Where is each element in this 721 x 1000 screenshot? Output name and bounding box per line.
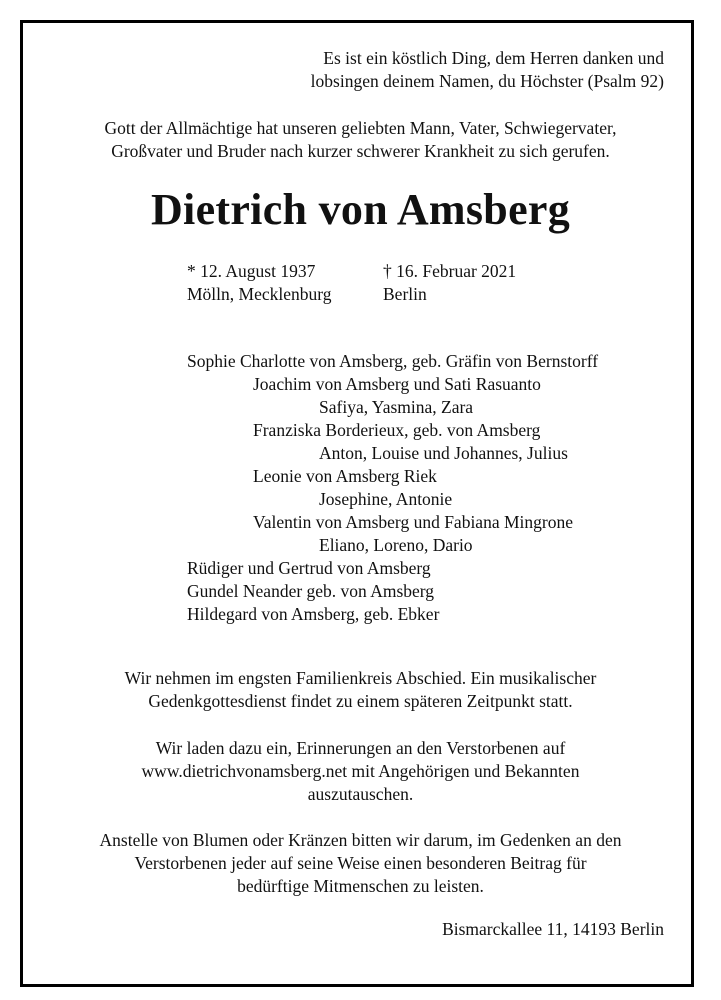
quote-line-2: lobsingen deinem Namen, du Höchster (Psalm 92)	[310, 71, 664, 91]
birth-date: * 12. August 1937	[187, 261, 316, 281]
notice-donation-line-3: bedürftige Mitmenschen zu leisten.	[237, 876, 484, 896]
mourner-entry: Anton, Louise und Johannes, Julius	[319, 443, 568, 463]
mourner-entry: Hildegard von Amsberg, geb. Ebker	[187, 604, 440, 624]
death-place: Berlin	[383, 284, 427, 304]
mourner-entry: Sophie Charlotte von Amsberg, geb. Gräfin von Bernstorff	[187, 351, 599, 371]
quote-line-1: Es ist ein köstlich Ding, dem Herren danken und	[323, 48, 664, 68]
mourner-entry: Valentin von Amsberg und Fabiana Mingrone	[253, 512, 573, 532]
mourner-entry: Gundel Neander geb. von Amsberg	[187, 581, 435, 601]
mourner-entry: Eliano, Loreno, Dario	[319, 535, 473, 555]
deceased-name: Dietrich von Amsberg	[150, 185, 571, 234]
mourner-entry: Safiya, Yasmina, Zara	[319, 397, 474, 417]
mourner-entry: Rüdiger und Gertrud von Amsberg	[187, 558, 431, 578]
mourner-entry: Josephine, Antonie	[319, 489, 453, 509]
notice-farewell-line-2: Gedenkgottesdienst findet zu einem späteren Zeitpunkt statt.	[148, 691, 573, 711]
mourner-entry: Franziska Borderieux, geb. von Amsberg	[253, 420, 541, 440]
death-date: † 16. Februar 2021	[383, 261, 517, 281]
intro-line-1: Gott der Allmächtige hat unseren geliebten Mann, Vater, Schwiegervater,	[104, 118, 617, 138]
notice-memories-line-1: Wir laden dazu ein, Erinnerungen an den Verstorbenen auf	[155, 738, 566, 758]
mourner-entry: Joachim von Amsberg und Sati Rasuanto	[253, 374, 541, 394]
notice-farewell-line-1: Wir nehmen im engsten Familienkreis Abschied. Ein musikalischer	[124, 668, 597, 688]
intro-line-2: Großvater und Bruder nach kurzer schwerer Krankheit zu sich gerufen.	[111, 141, 610, 161]
notice-donation-line-1: Anstelle von Blumen oder Kränzen bitten wir darum, im Gedenken an den	[99, 830, 622, 850]
mourner-entry: Leonie von Amsberg Riek	[253, 466, 437, 486]
birth-place: Mölln, Mecklenburg	[187, 284, 332, 304]
notice-memories-line-3: auszutauschen.	[307, 784, 414, 804]
notice-donation-line-2: Verstorbenen jeder auf seine Weise einen besonderen Beitrag für	[134, 853, 587, 873]
address: Bismarckallee 11, 14193 Berlin	[442, 919, 664, 939]
notice-memories-line-2: www.dietrichvonamsberg.net mit Angehörigen und Bekannten	[141, 761, 580, 781]
